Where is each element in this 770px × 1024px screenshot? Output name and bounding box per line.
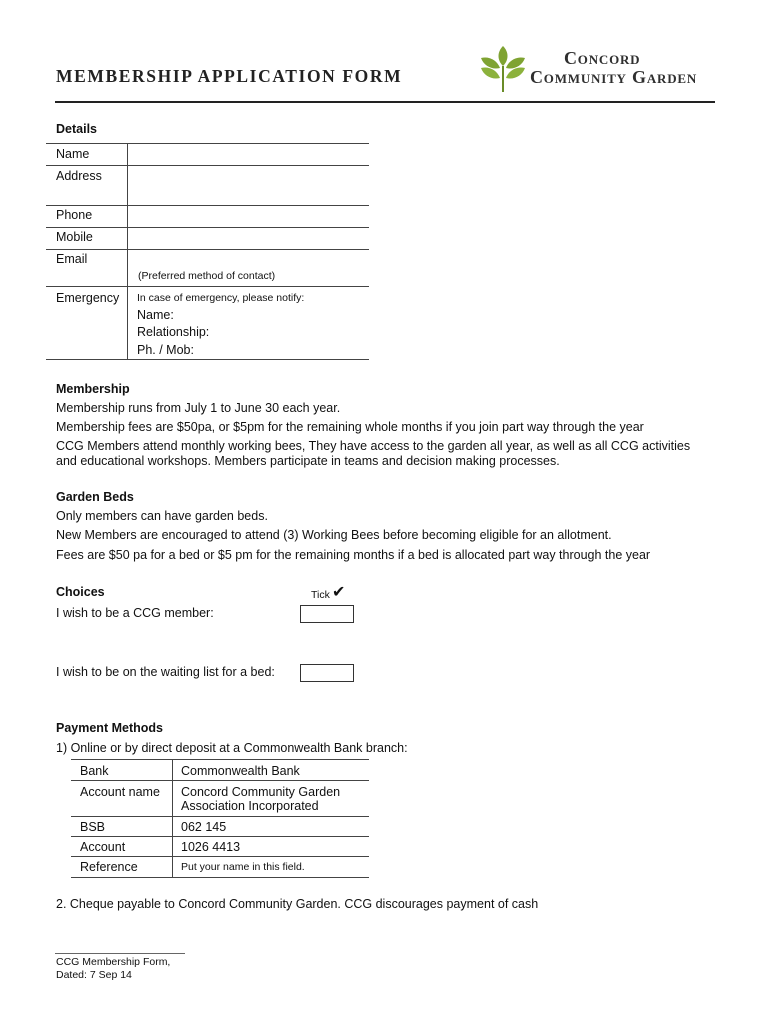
account-value: 1026 4413 xyxy=(181,840,241,854)
reference-label: Reference xyxy=(80,860,138,874)
mobile-field[interactable] xyxy=(129,228,367,248)
choices-heading: Choices xyxy=(56,585,105,599)
logo xyxy=(478,42,718,96)
garden-beds-heading: Garden Beds xyxy=(56,490,134,504)
email-field[interactable] xyxy=(129,250,367,268)
emergency-phone[interactable]: Ph. / Mob: xyxy=(137,343,194,357)
checkmark-icon: ✔ xyxy=(332,584,346,601)
title-divider xyxy=(55,101,715,103)
waitlist-tick-box[interactable] xyxy=(300,664,354,682)
details-label-emergency: Emergency xyxy=(56,291,120,305)
account-label: Account xyxy=(80,840,126,854)
page-title: MEMBERSHIP APPLICATION FORM xyxy=(56,66,403,86)
name-field[interactable] xyxy=(129,144,367,164)
account-name-value: Concord Community Garden xyxy=(181,785,341,799)
details-label-phone: Phone xyxy=(56,208,93,222)
membership-text: and educational workshops. Members participate in teams and decision making processes. xyxy=(56,454,560,468)
member-choice-label: I wish to be a CCG member: xyxy=(56,606,214,620)
phone-field[interactable] xyxy=(129,206,367,226)
bsb-value: 062 145 xyxy=(181,820,227,834)
bank-value: Commonwealth Bank xyxy=(181,764,300,778)
address-field[interactable] xyxy=(129,166,367,204)
payment-method-1: 1) Online or by direct deposit at a Commonwealth Bank branch: xyxy=(56,741,408,755)
waitlist-choice-label: I wish to be on the waiting list for a bed: xyxy=(56,665,275,679)
details-label-name: Name xyxy=(56,147,90,161)
leaf-logo-icon xyxy=(478,42,528,96)
garden-beds-text: New Members are encouraged to attend (3) Working Bees before becoming eligible for an allotment. xyxy=(56,528,612,542)
emergency-note: In case of emergency, please notify: xyxy=(137,292,305,304)
membership-text: Membership fees are $50pa, or $5pm for the remaining whole months if you join part way through the year xyxy=(56,420,644,434)
garden-beds-text: Fees are $50 pa for a bed or $5 pm for the remaining months if a bed is allocated part way through the year xyxy=(56,548,651,562)
emergency-relationship[interactable]: Relationship: xyxy=(137,325,210,339)
membership-heading: Membership xyxy=(56,382,130,396)
bank-label: Bank xyxy=(80,764,109,778)
details-label-email: Email xyxy=(56,252,88,266)
footer-line1: CCG Membership Form, xyxy=(56,956,171,968)
details-label-address: Address xyxy=(56,169,102,183)
membership-text: CCG Members attend monthly working bees, They have access to the garden all year, as well as all CCG activities xyxy=(56,439,691,453)
bsb-label: BSB xyxy=(80,820,106,834)
footer-rule xyxy=(55,953,185,954)
logo-line1: Concord xyxy=(564,48,641,68)
details-label-mobile: Mobile xyxy=(56,230,93,244)
logo-line2: Community Garden xyxy=(530,67,698,87)
reference-value: Put your name in this field. xyxy=(181,861,305,873)
payment-heading: Payment Methods xyxy=(56,721,163,735)
email-note: (Preferred method of contact) xyxy=(138,270,276,282)
emergency-name[interactable]: Name: xyxy=(137,308,174,322)
footer-line2: Dated: 7 Sep 14 xyxy=(56,969,132,981)
membership-text: Membership runs from July 1 to June 30 each year. xyxy=(56,401,341,415)
member-tick-box[interactable] xyxy=(300,605,354,623)
garden-beds-text: Only members can have garden beds. xyxy=(56,509,268,523)
account-name-label: Account name xyxy=(80,785,160,799)
payment-method-2: 2. Cheque payable to Concord Community Garden. CCG discourages payment of cash xyxy=(56,897,539,911)
account-name-value: Association Incorporated xyxy=(181,799,319,813)
details-heading: Details xyxy=(56,122,97,136)
tick-label: Tick xyxy=(311,589,330,601)
